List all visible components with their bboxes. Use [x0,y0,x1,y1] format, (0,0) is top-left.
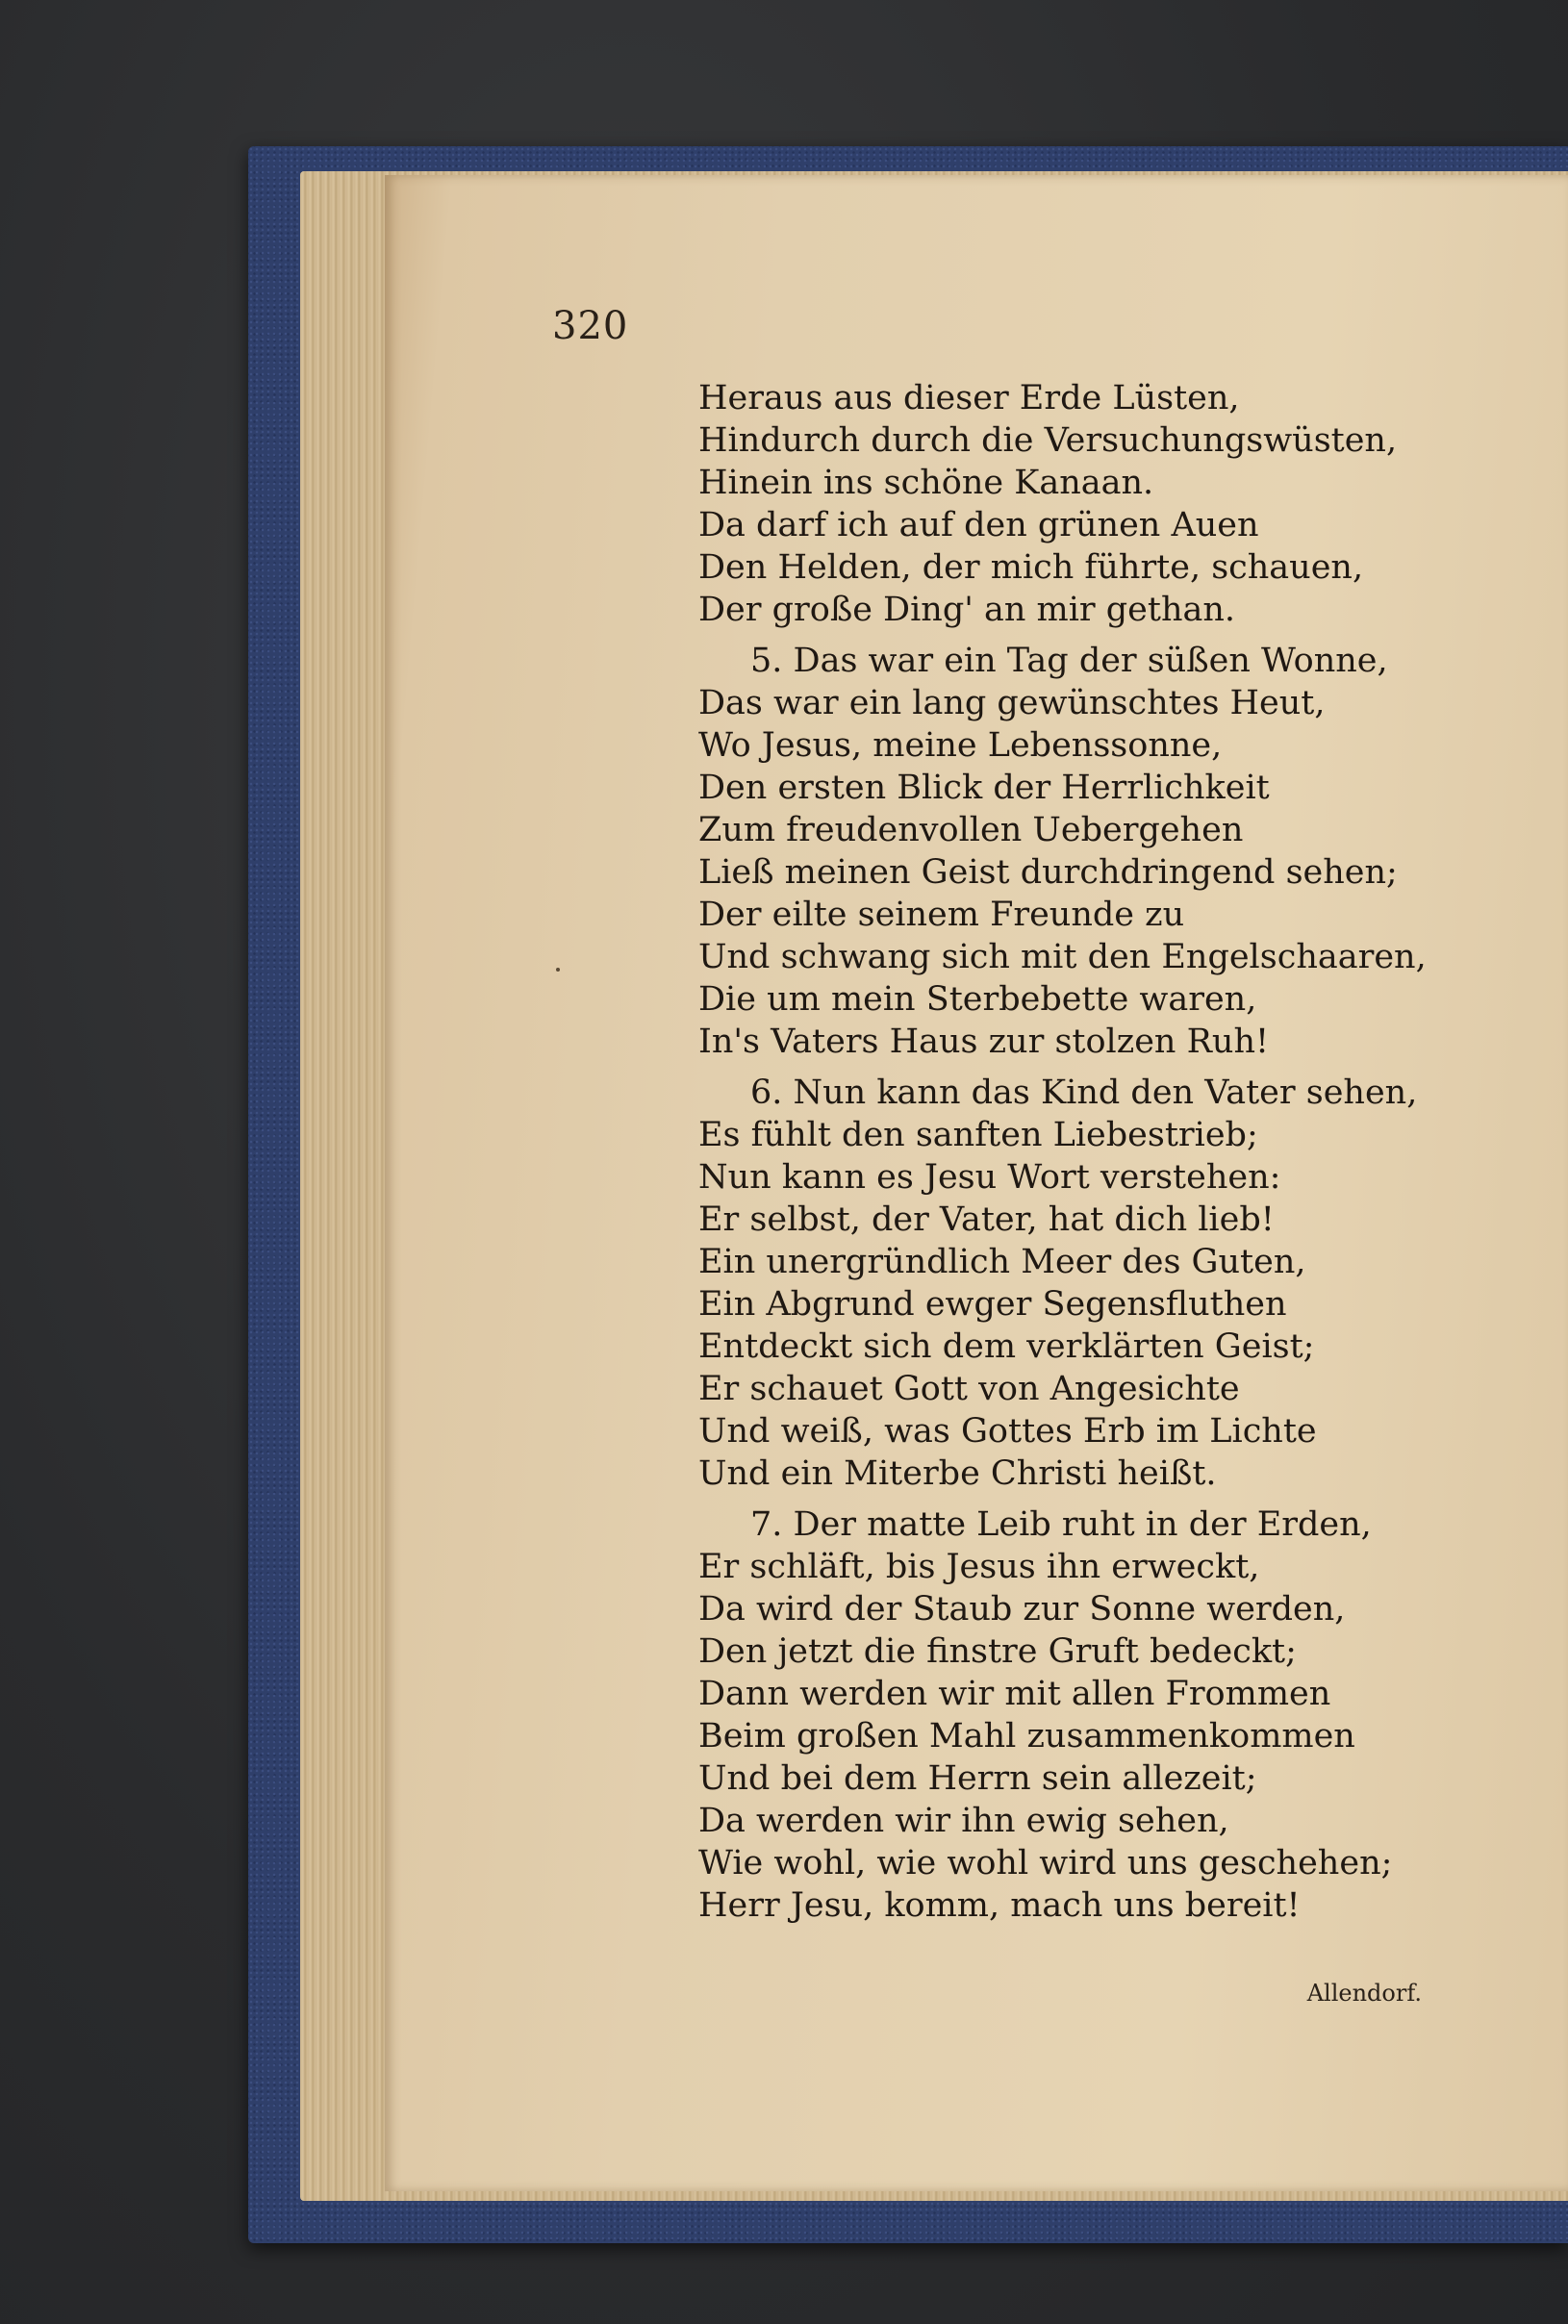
verse-line: Heraus aus dieser Erde Lüsten, [698,379,1240,417]
verse-line: Und weiß, was Gottes Erb im Lichte [698,1412,1317,1451]
verse-line: Ließ meinen Geist durchdringend sehen; [698,853,1398,892]
hymn-text [698,377,1468,1927]
verse-line: Er selbst, der Vater, hat dich lieb! [698,1200,1275,1239]
verse-line: Es fühlt den sanften Liebestrieb; [698,1116,1258,1154]
verse-line: Wie wohl, wie wohl wird uns geschehen; [698,1844,1393,1882]
verse-line: Ein Abgrund ewger Segensfluthen [698,1285,1287,1324]
stanza-4-end [698,377,1468,631]
verse-line: Wo Jesus, meine Lebenssonne, [698,726,1223,765]
verse-line: Dann werden wir mit allen Frommen [698,1675,1331,1713]
verse-line: Den jetzt die finstre Gruft bedeckt; [698,1632,1297,1671]
verse-line: Und ein Miterbe Christi heißt. [698,1454,1217,1493]
verse-line: Entdeckt sich dem verklärten Geist; [698,1327,1315,1366]
paper-speck [556,968,560,972]
verse-line: Die um mein Sterbebette waren, [698,980,1257,1019]
verse-line: Nun kann es Jesu Wort verstehen: [698,1158,1281,1197]
verse-line: Der große Ding' an mir gethan. [698,591,1236,629]
verse-line: 5. Das war ein Tag der süßen Wonne, [750,642,1388,680]
author-signature: Allendorf. [1306,1980,1422,2007]
verse-line: Hindurch durch die Versuchungswüsten, [698,421,1398,460]
stanza-6 [698,1072,1468,1495]
verse-line: Da werden wir ihn ewig sehen, [698,1802,1229,1840]
verse-line: Da wird der Staub zur Sonne werden, [698,1590,1346,1629]
verse-line: Den Helden, der mich führte, schauen, [698,548,1364,587]
verse-line: In's Vaters Haus zur stolzen Ruh! [698,1023,1270,1061]
verse-line: Er schläft, bis Jesus ihn erweckt, [698,1548,1260,1586]
verse-line: Er schauet Gott von Angesichte [698,1370,1240,1408]
verse-line: 7. Der matte Leib ruht in der Erden, [750,1505,1372,1544]
verse-line: Der eilte seinem Freunde zu [698,896,1185,934]
verse-line: Und schwang sich mit den Engelschaaren, [698,938,1427,976]
verse-line: Herr Jesu, komm, mach uns bereit! [698,1886,1301,1925]
verse-line: Zum freudenvollen Uebergehen [698,811,1244,849]
verse-line: Da darf ich auf den grünen Auen [698,506,1259,544]
verse-line: Ein unergründlich Meer des Guten, [698,1243,1306,1281]
stanza-7 [698,1503,1468,1927]
verse-line: 6. Nun kann das Kind den Vater sehen, [750,1074,1418,1112]
page-number: 320 [552,304,629,348]
verse-line: Und bei dem Herrn sein allezeit; [698,1759,1257,1798]
stanza-5 [698,640,1468,1063]
verse-line: Hinein ins schöne Kanaan. [698,464,1154,502]
verse-line: Das war ein lang gewünschtes Heut, [698,684,1326,722]
verse-line: Den ersten Blick der Herrlichkeit [698,769,1270,807]
verse-line: Beim großen Mahl zusammenkommen [698,1717,1355,1756]
